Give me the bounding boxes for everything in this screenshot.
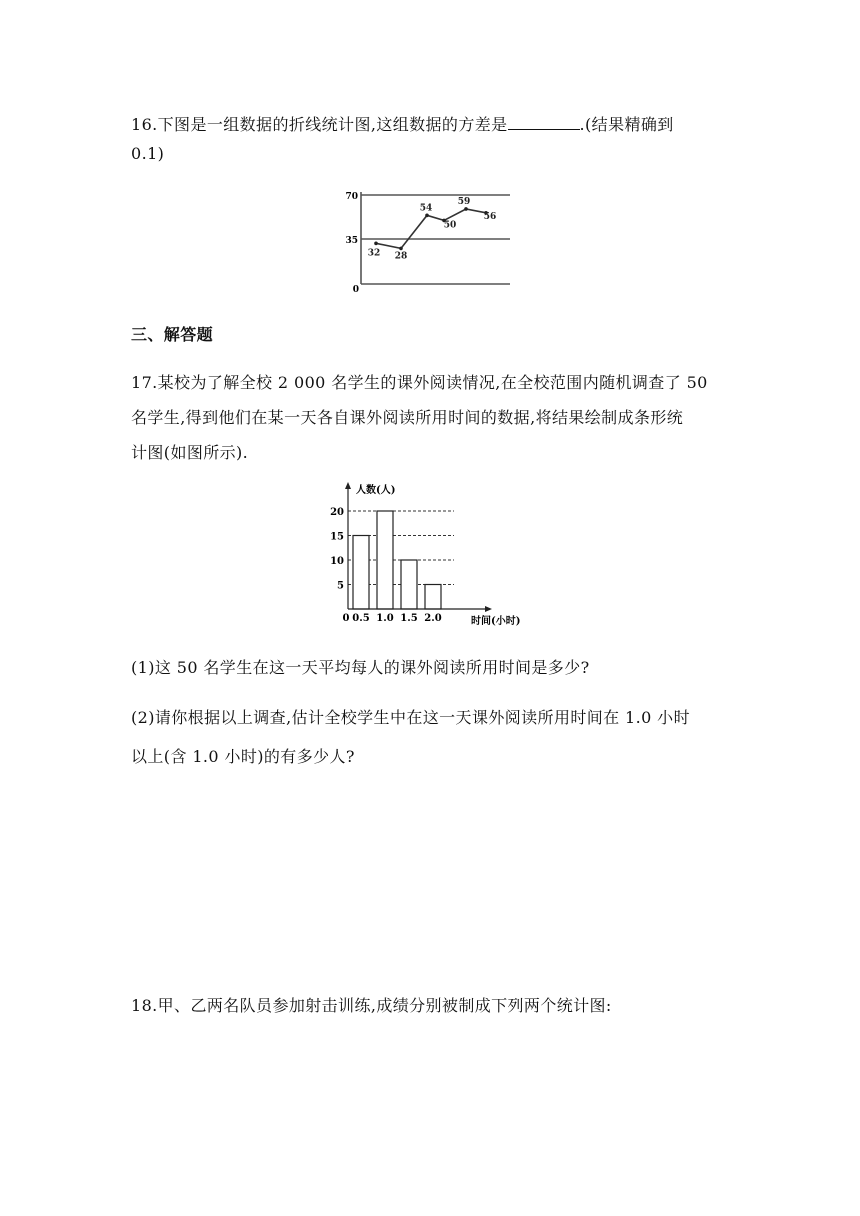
ytick-label: 70 xyxy=(345,192,358,202)
ytick-label: 35 xyxy=(345,236,358,246)
bar-chart xyxy=(330,478,530,630)
bar xyxy=(425,585,441,610)
xtick-label: 0.5 xyxy=(352,613,370,624)
data-label: 50 xyxy=(443,220,457,231)
data-point xyxy=(399,247,403,251)
bar xyxy=(377,511,393,609)
data-label: 56 xyxy=(483,211,497,222)
data-label: 28 xyxy=(394,251,408,262)
data-point xyxy=(464,207,468,211)
line-chart xyxy=(340,186,520,296)
ytick-label: 10 xyxy=(330,556,344,567)
series-line xyxy=(376,209,486,248)
data-point xyxy=(425,214,429,218)
x-axis-title: 时间(小时) xyxy=(471,616,521,627)
answer-blank xyxy=(508,115,580,130)
data-label: 32 xyxy=(367,248,381,259)
origin-label: 0 xyxy=(342,613,350,624)
ytick-label: 20 xyxy=(330,507,344,518)
q16-text-a: 16.下图是一组数据的折线统计图,这组数据的方差是 xyxy=(131,115,508,134)
q18-line1: 18.甲、乙两名队员参加射击训练,成绩分别被制成下列两个统计图: xyxy=(131,996,612,1015)
q16-line1 xyxy=(131,112,674,135)
q17-line3: 计图(如图所示). xyxy=(131,443,249,462)
q17-part1: (1)这 50 名学生在这一天平均每人的课外阅读所用时间是多少? xyxy=(131,658,590,677)
xtick-label: 1.0 xyxy=(376,613,394,624)
bar xyxy=(401,560,417,609)
section-title: 三、解答题 xyxy=(131,325,214,344)
q17-part2-line1: (2)请你根据以上调查,估计全校学生中在这一天课外阅读所用时间在 1.0 小时 xyxy=(131,708,690,727)
ytick-label: 15 xyxy=(330,531,344,543)
y-axis-title: 人数(人) xyxy=(356,485,396,496)
q16-line2: 0.1) xyxy=(131,144,165,163)
y-axis-arrow xyxy=(345,482,351,489)
q17-line1: 17.某校为了解全校 2 000 名学生的课外阅读情况,在全校范围内随机调查了 50 xyxy=(131,373,708,392)
data-label: 59 xyxy=(457,196,471,207)
q17-part2-line2: 以上(含 1.0 小时)的有多少人? xyxy=(131,747,355,766)
xtick-label: 1.5 xyxy=(400,613,418,624)
q17-line2: 名学生,得到他们在某一天各自课外阅读所用时间的数据,将结果绘制成条形统 xyxy=(131,408,684,427)
q16-text-b: .(结果精确到 xyxy=(579,115,674,134)
bar xyxy=(353,536,369,610)
ytick-label: 0 xyxy=(352,285,359,295)
x-axis-arrow xyxy=(485,606,492,612)
data-label: 54 xyxy=(419,203,433,214)
xtick-label: 2.0 xyxy=(424,613,442,624)
data-point xyxy=(374,242,378,246)
ytick-label: 5 xyxy=(337,580,344,592)
